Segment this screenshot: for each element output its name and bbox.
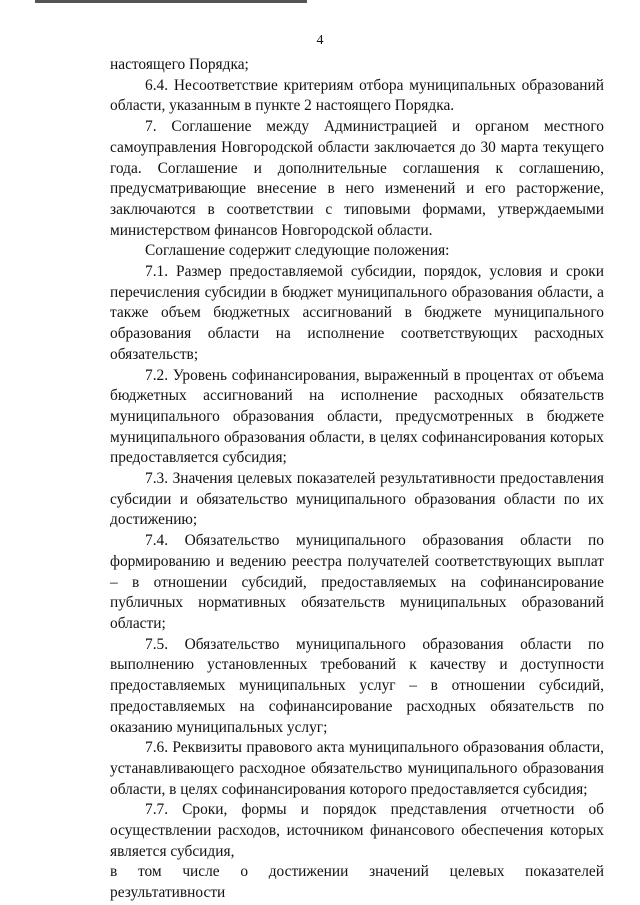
paragraph-7-7-continued: в том числе о достижении значений целевых показателей результативности (110, 863, 604, 902)
paragraph-7-3: 7.3. Значения целевых показателей результативности предоставления субсидии и обязательство муниципального образования области по их достижению; (110, 470, 604, 529)
paragraph-7-4: 7.4. Обязательство муниципального образования области по формированию и ведению реестра получателей соответствующих выплат – в отношении субсидий, предоставляемых на софинансирование публичных нормативных обязательств муниципальных образований области; (110, 532, 604, 632)
paragraph-7-7: 7.7. Сроки, формы и порядок представления отчетности об осуществлении расходов, источником финансового обеспечения которых является субсидия, (110, 801, 604, 860)
top-edge-rule (35, 0, 307, 3)
paragraph-7-1: 7.1. Размер предоставляемой субсидии, порядок, условия и сроки перечисления субсидии в бюджет муниципального образования области, а также объем бюджетных ассигнований в бюджете муниципального образования области на исполнение соответствующих расходных обязательств; (110, 263, 604, 363)
paragraph-7-5: 7.5. Обязательство муниципального образования области по выполнению установленных требований к качеству и доступности предоставляемых муниципальных услуг – в отношении субсидий, предоставляемых на софинансирование расходных обязательств по оказанию муниципальных услуг; (110, 635, 604, 736)
paragraph-continuation: настоящего Порядка; (110, 56, 249, 73)
paragraph-6-4: 6.4. Несоответствие критериям отбора муниципальных образований области, указанным в пункте 2 настоящего Порядка. (110, 76, 604, 115)
document-body (110, 55, 604, 902)
page-number: 4 (316, 33, 324, 48)
paragraph-7-6: 7.6. Реквизиты правового акта муниципального образования области, устанавливающего расходное обязательство муниципального образования области, в целях софинансирования которого предоставляется субсидия; (110, 739, 604, 798)
paragraph-7-2: 7.2. Уровень софинансирования, выраженный в процентах от объема бюджетных ассигнований на исполнение расходных обязательств муниципального образования области, предусмотренных в бюджете муниципального образования области, в целях софинансирования которых предоставляется субсидия; (110, 366, 604, 467)
paragraph-agreement-contents: Соглашение содержит следующие положения: (145, 242, 450, 260)
paragraph-7: 7. Соглашение между Администрацией и органом местного самоуправления Новгородской области заключается до 30 марта текущего года. Соглашение и дополнительные соглашения к соглашению, предусматривающие внесение в него изменений и его расторжение, заключаются в соответствии с типовыми формами, утверждаемыми министерством финансов Новгородской области. (110, 118, 604, 239)
